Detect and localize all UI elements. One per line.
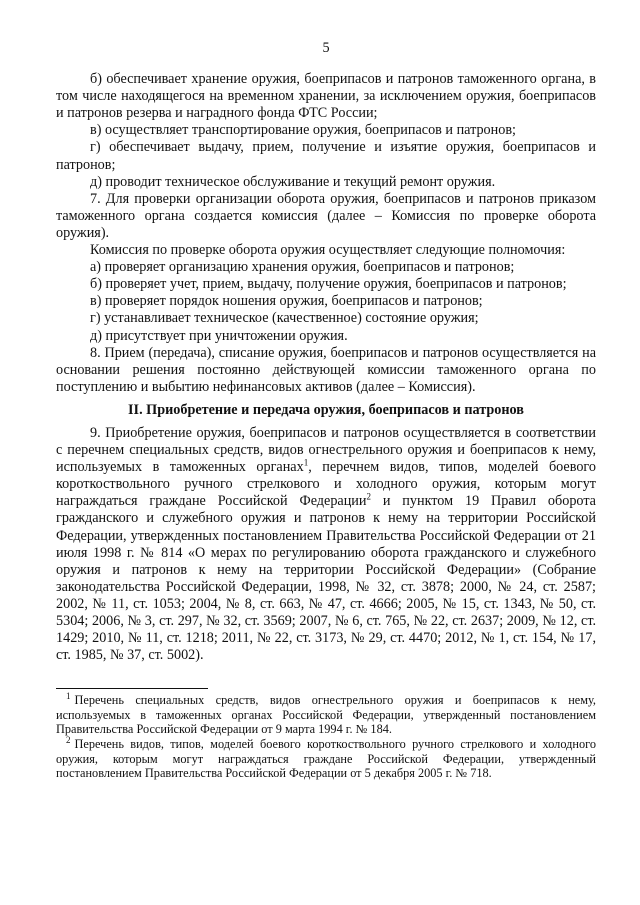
paragraph-6v: в) осуществляет транспортирование оружия, боеприпасов и патронов; — [90, 122, 516, 139]
paragraph-7b: б) проверяет учет, прием, выдачу, получение оружия, боеприпасов и патронов; — [90, 276, 567, 293]
footnote-1-mark: 1 — [66, 691, 71, 702]
footnote-ref-1: 1 — [303, 457, 309, 468]
footnote-1-text: Перечень специальных средств, видов огнестрельного оружия и боеприпасов к нему, используемых в таможенных органах Российской Федерации, утвержденный постановлением Правительства Российской Федерации от 9 марта 1994 г. № 184. — [56, 693, 596, 737]
footnote-divider — [56, 688, 208, 689]
paragraph-7v: в) проверяет порядок ношения оружия, боеприпасов и патронов; — [90, 293, 483, 310]
footnote-ref-2: 2 — [366, 491, 371, 502]
paragraph-9-part3: и пунктом 19 Правил оборота гражданского и служебного оружия и патронов к нему на территории Российской Федерации, утвержденных постановлением Правительства Российской Федерации от 21 июля 1998 г. № 814 «О мерах по регулированию оборота гражданского и служебного оружия и патронов к нему на территории Российской Федерации» (Собрание законодательства Российской Федерации, 1998, № 32, ст. 3878; 2000, № 24, ст. 2587; 2002, № 11, ст. 1053; 2004, № 8, ст. 663, № 47, ст. 4666; 2005, № 15, ст. 1343, № 50, ст. 5304; 2006, № 3, ст. 297, № 32, ст. 3569; 2007, № 6, ст. 765, № 22, ст. 2637; 2009, № 12, ст. 1429; 2010, № 11, ст. 1218; 2011, № 22, ст. 3173, № 29, ст. 4470; 2012, № 1, ст. 154, № 17, ст. 1985, № 37, ст. 5002). — [56, 493, 596, 664]
footnote-1 — [56, 693, 596, 737]
paragraph-8: 8. Прием (передача), списание оружия, боеприпасов и патронов осуществляется на основании решения постоянно действующей комиссии таможенного органа по поступлению и выбытию нефинансовых активов (далее – Комиссия). — [56, 344, 596, 395]
footnote-2-mark: 2 — [66, 734, 71, 745]
paragraph-7g: г) устанавливает техническое (качественное) состояние оружия; — [90, 310, 479, 327]
paragraph-6g: г) обеспечивает выдачу, прием, получение и изъятие оружия, боеприпасов и патронов; — [56, 139, 596, 173]
paragraph-7d: д) присутствует при уничтожении оружия. — [90, 327, 348, 344]
paragraph-9-part2: , перечнем видов, типов, моделей боевого короткоствольного ручного стрелкового и холодного оружия, которым могут награждаться граждане Российской Федерации — [56, 459, 596, 510]
page-number: 5 — [322, 40, 330, 56]
paragraph-7a: а) проверяет организацию хранения оружия, боеприпасов и патронов; — [90, 259, 515, 276]
paragraph-9-part1: 9. Приобретение оружия, боеприпасов и патронов осуществляется в соответствии с перечнем специальных средств, видов огнестрельного оружия и боеприпасов к нему, используемых в таможенных органах — [56, 424, 596, 476]
paragraph-7: 7. Для проверки организации оборота оружия, боеприпасов и патронов приказом таможенного органа создается комиссия (далее – Комиссия по проверке оборота оружия). — [56, 190, 596, 241]
footnote-2-text: Перечень видов, типов, моделей боевого короткоствольного ручного стрелкового и холодного оружия, которым могут награждаться граждане Российской Федерации, утвержденный постановлением Правительства Российской Федерации от 5 декабря 2005 г. № 718. — [56, 737, 596, 781]
section-heading: II. Приобретение и передача оружия, боеприпасов и патронов — [128, 401, 524, 418]
paragraph-6d: д) проводит техническое обслуживание и текущий ремонт оружия. — [90, 173, 496, 190]
footnotes — [56, 688, 596, 781]
paragraph-6b: б) обеспечивает хранение оружия, боеприпасов и патронов таможенного органа, в том числе находящегося на временном хранении, за исключением оружия, боеприпасов и патронов резерва и наградного фонда ФТС России; — [56, 71, 596, 122]
paragraph-9 — [56, 425, 596, 664]
document-page — [56, 40, 596, 781]
footnote-2 — [56, 734, 596, 781]
paragraph-commission-powers: Комиссия по проверке оборота оружия осуществляет следующие полномочия: — [90, 242, 566, 259]
